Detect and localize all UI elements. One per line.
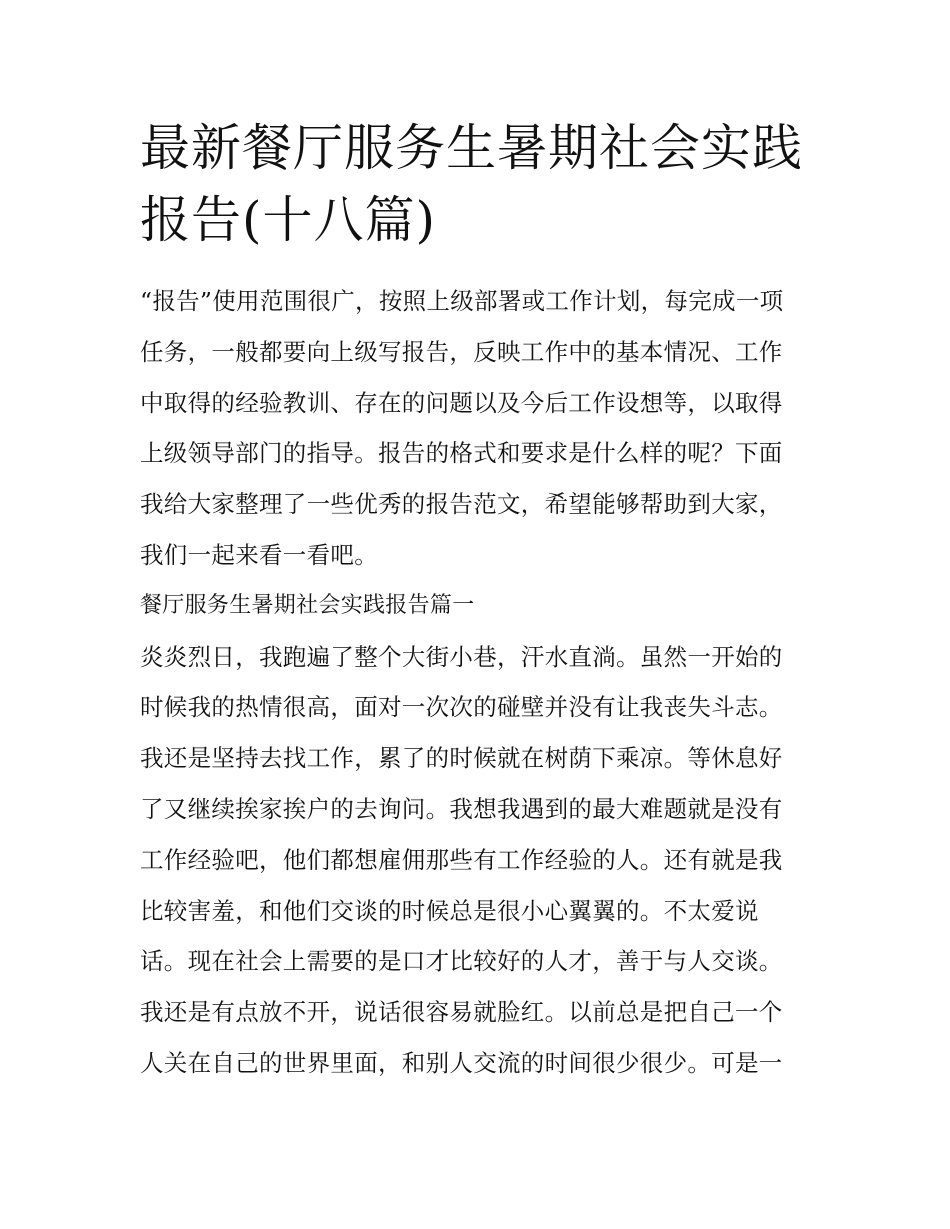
section-line: 比较害羞，和他们交谈的时候总是很小心翼翼的。不太爱说	[140, 896, 759, 925]
intro-line: 任务，一般都要向上级写报告，反映工作中的基本情况、工作	[140, 337, 783, 366]
intro-line: 我们一起来看一看吧。	[140, 540, 378, 569]
section-line: 工作经验吧，他们都想雇佣那些有工作经验的人。还有就是我	[140, 845, 783, 874]
section-line: 了又继续挨家挨户的去询问。我想我遇到的最大难题就是没有	[140, 794, 783, 823]
intro-line: 我给大家整理了一些优秀的报告范文，希望能够帮助到大家，	[140, 490, 783, 519]
section-line: 话。现在社会上需要的是口才比较好的人才，善于与人交谈。	[140, 947, 783, 976]
intro-line: 上级领导部门的指导。报告的格式和要求是什么样的呢？下面	[140, 439, 783, 468]
document-title	[140, 112, 820, 256]
section-line: 人关在自己的世界里面，和别人交流的时间很少很少。可是一	[140, 1048, 783, 1077]
title-line-2: 报告(十八篇)	[140, 191, 437, 249]
document-body	[140, 276, 820, 1089]
section-line: 时候我的热情很高，面对一次次的碰壁并没有让我丧失斗志。	[140, 693, 783, 722]
section-line: 我还是有点放不开，说话很容易就脸红。以前总是把自己一个	[140, 998, 783, 1027]
intro-line: “报告”使用范围很广，按照上级部署或工作计划，每完成一项	[140, 287, 784, 315]
title-line-1: 最新餐厅服务生暑期社会实践	[140, 119, 803, 177]
intro-line: 中取得的经验教训、存在的问题以及今后工作设想等，以取得	[140, 388, 783, 417]
section-line: 炎炎烈日，我跑遍了整个大街小巷，汗水直淌。虽然一开始的	[140, 642, 783, 671]
section-line: 我还是坚持去找工作，累了的时候就在树荫下乘凉。等休息好	[140, 744, 783, 773]
section-heading: 餐厅服务生暑期社会实践报告篇一	[140, 592, 475, 618]
